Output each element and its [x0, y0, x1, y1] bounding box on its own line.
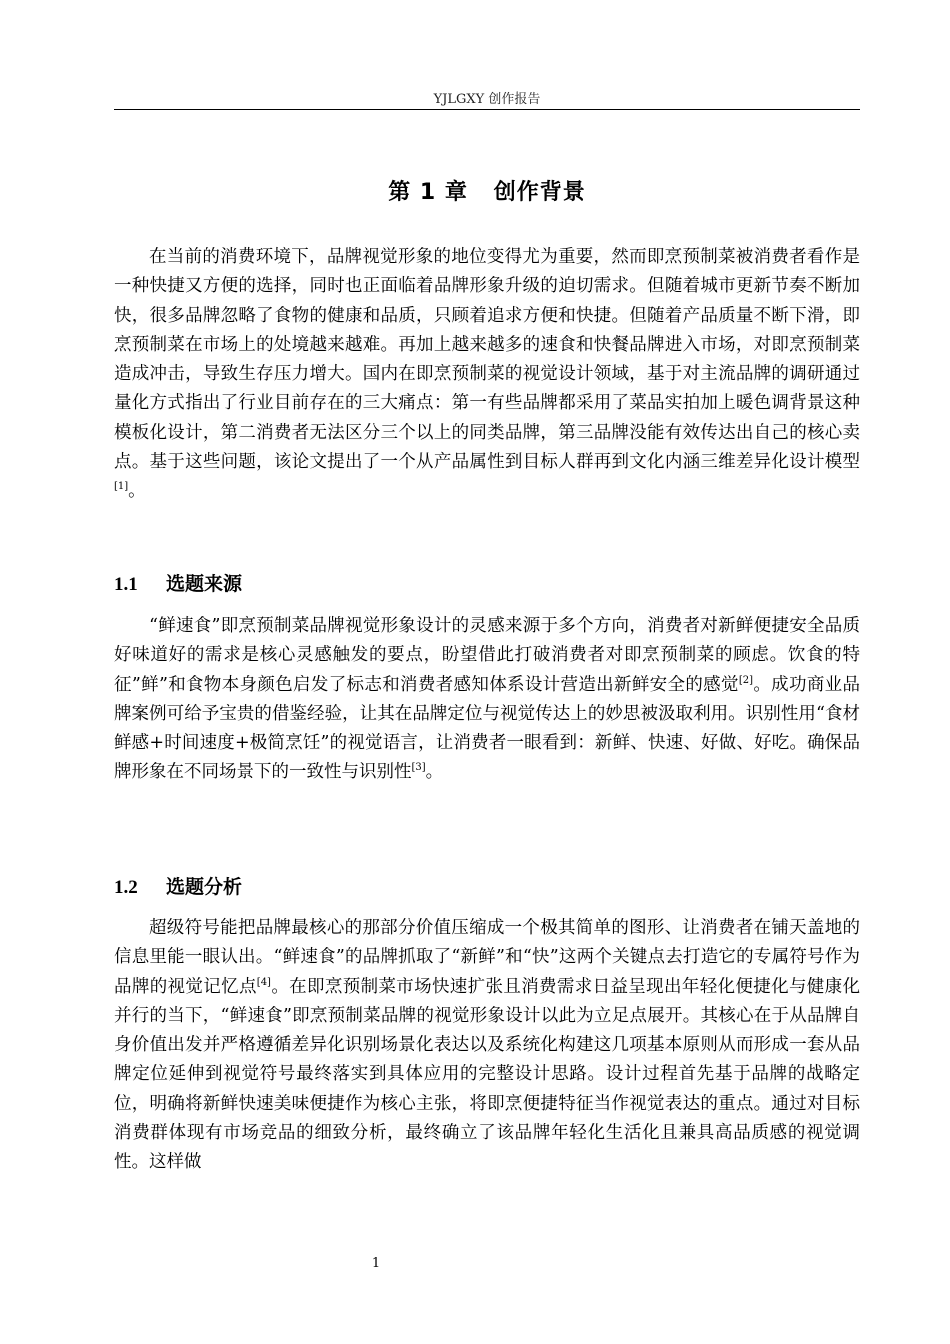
paragraph-end: 。	[425, 762, 444, 783]
paragraph-text: 。在即烹预制菜市场快速扩张且消费需求日益呈现出年轻化便捷化与健康化并行的当下，“鲜速食”即烹预制菜品牌的视觉形象设计以此为立足点展开。其核心在于从品牌自身价值出发并严格遵循差异化识别场景化表达以及系统化构建这几项基本原则从而形成一套从品牌定位延伸到视觉符号最终落实到具体应用的完整设计思路。设计过程首先基于品牌的战略定位，明确将新鲜快速美味便捷作为核心主张，将即烹便捷特征当作视觉表达的重点。通过对目标消费群体现有市场竞品的细致分析，最终确立了该品牌年轻化生活化且兼具高品质感的视觉调性。这样做	[114, 976, 860, 1173]
intro-text: 在当前的消费环境下，品牌视觉形象的地位变得尤为重要，然而即烹预制菜被消费者看作是一种快捷又方便的选择，同时也正面临着品牌形象升级的迫切需求。但随着城市更新节奏不断加快，很多品牌忽略了食物的健康和品质，只顾着追求方便和快捷。但随着产品质量不断下滑，即烹预制菜在市场上的处境越来越难。再加上越来越多的速食和快餐品牌进入市场，对即烹预制菜造成冲击，导致生存压力增大。国内在即烹预制菜的视觉设计领域，基于对主流品牌的调研通过量化方式指出了行业目前存在的三大痛点：第一有些品牌都采用了菜品实拍加上暖色调背景这种模板化设计，第二消费者无法区分三个以上的同类品牌，第三品牌没能有效传达出自己的核心卖点。基于这些问题，该论文提出了一个从产品属性到目标人群再到文化内涵三维差异化设计模型	[114, 247, 860, 473]
intro-paragraph	[114, 243, 860, 507]
section-1-1-paragraph	[114, 612, 860, 788]
citation-3[interactable]: [3]	[411, 762, 426, 774]
section-heading-1-1	[114, 570, 860, 599]
section-title: 选题来源	[166, 573, 243, 595]
intro-end: 。	[128, 481, 146, 502]
chapter-title: 第 1 章 创作背景	[388, 180, 586, 205]
section-title: 选题分析	[166, 876, 243, 898]
paragraph-text: 超级符号能把品牌最核心的那部分价值压缩成一个极其简单的图形、让消费者在铺天盖地的信息里能一眼认出。“鲜速食”的品牌抓取了“新鲜”和“快”这两个关键点去打造它的专属符号作为品牌的视觉记忆点	[114, 918, 860, 997]
citation-4[interactable]: [4]	[256, 976, 271, 988]
section-number: 1.2	[114, 877, 138, 898]
paragraph-text: 。成功商业品牌案例可给予宝贵的借鉴经验，让其在品牌定位与视觉传达上的妙思被汲取利用。识别性用“食材鲜感+时间速度+极简烹饪”的视觉语言，让消费者一眼看到：新鲜、快速、好做、好吃。确保品牌形象在不同场景下的一致性与识别性	[114, 674, 861, 783]
section-1-2-paragraph	[114, 914, 860, 1178]
running-header: YJLGXY 创作报告	[433, 92, 541, 107]
citation-2[interactable]: [2]	[738, 674, 754, 686]
section-number: 1.1	[114, 574, 138, 595]
paragraph-text: “鲜速食”即烹预制菜品牌视觉形象设计的灵感来源于多个方向，消费者对新鲜便捷安全品质好味道好的需求是核心灵感触发的要点，盼望借此打破消费者对即烹预制菜的顾虑。饮食的特征”鲜”和食物本身颜色启发了标志和消费者感知体系设计营造出新鲜安全的感觉	[114, 616, 860, 695]
page-number: 1	[371, 1256, 381, 1271]
section-heading-1-2	[114, 873, 860, 902]
header-rule	[114, 109, 860, 110]
citation-1[interactable]: [1]	[114, 481, 129, 493]
